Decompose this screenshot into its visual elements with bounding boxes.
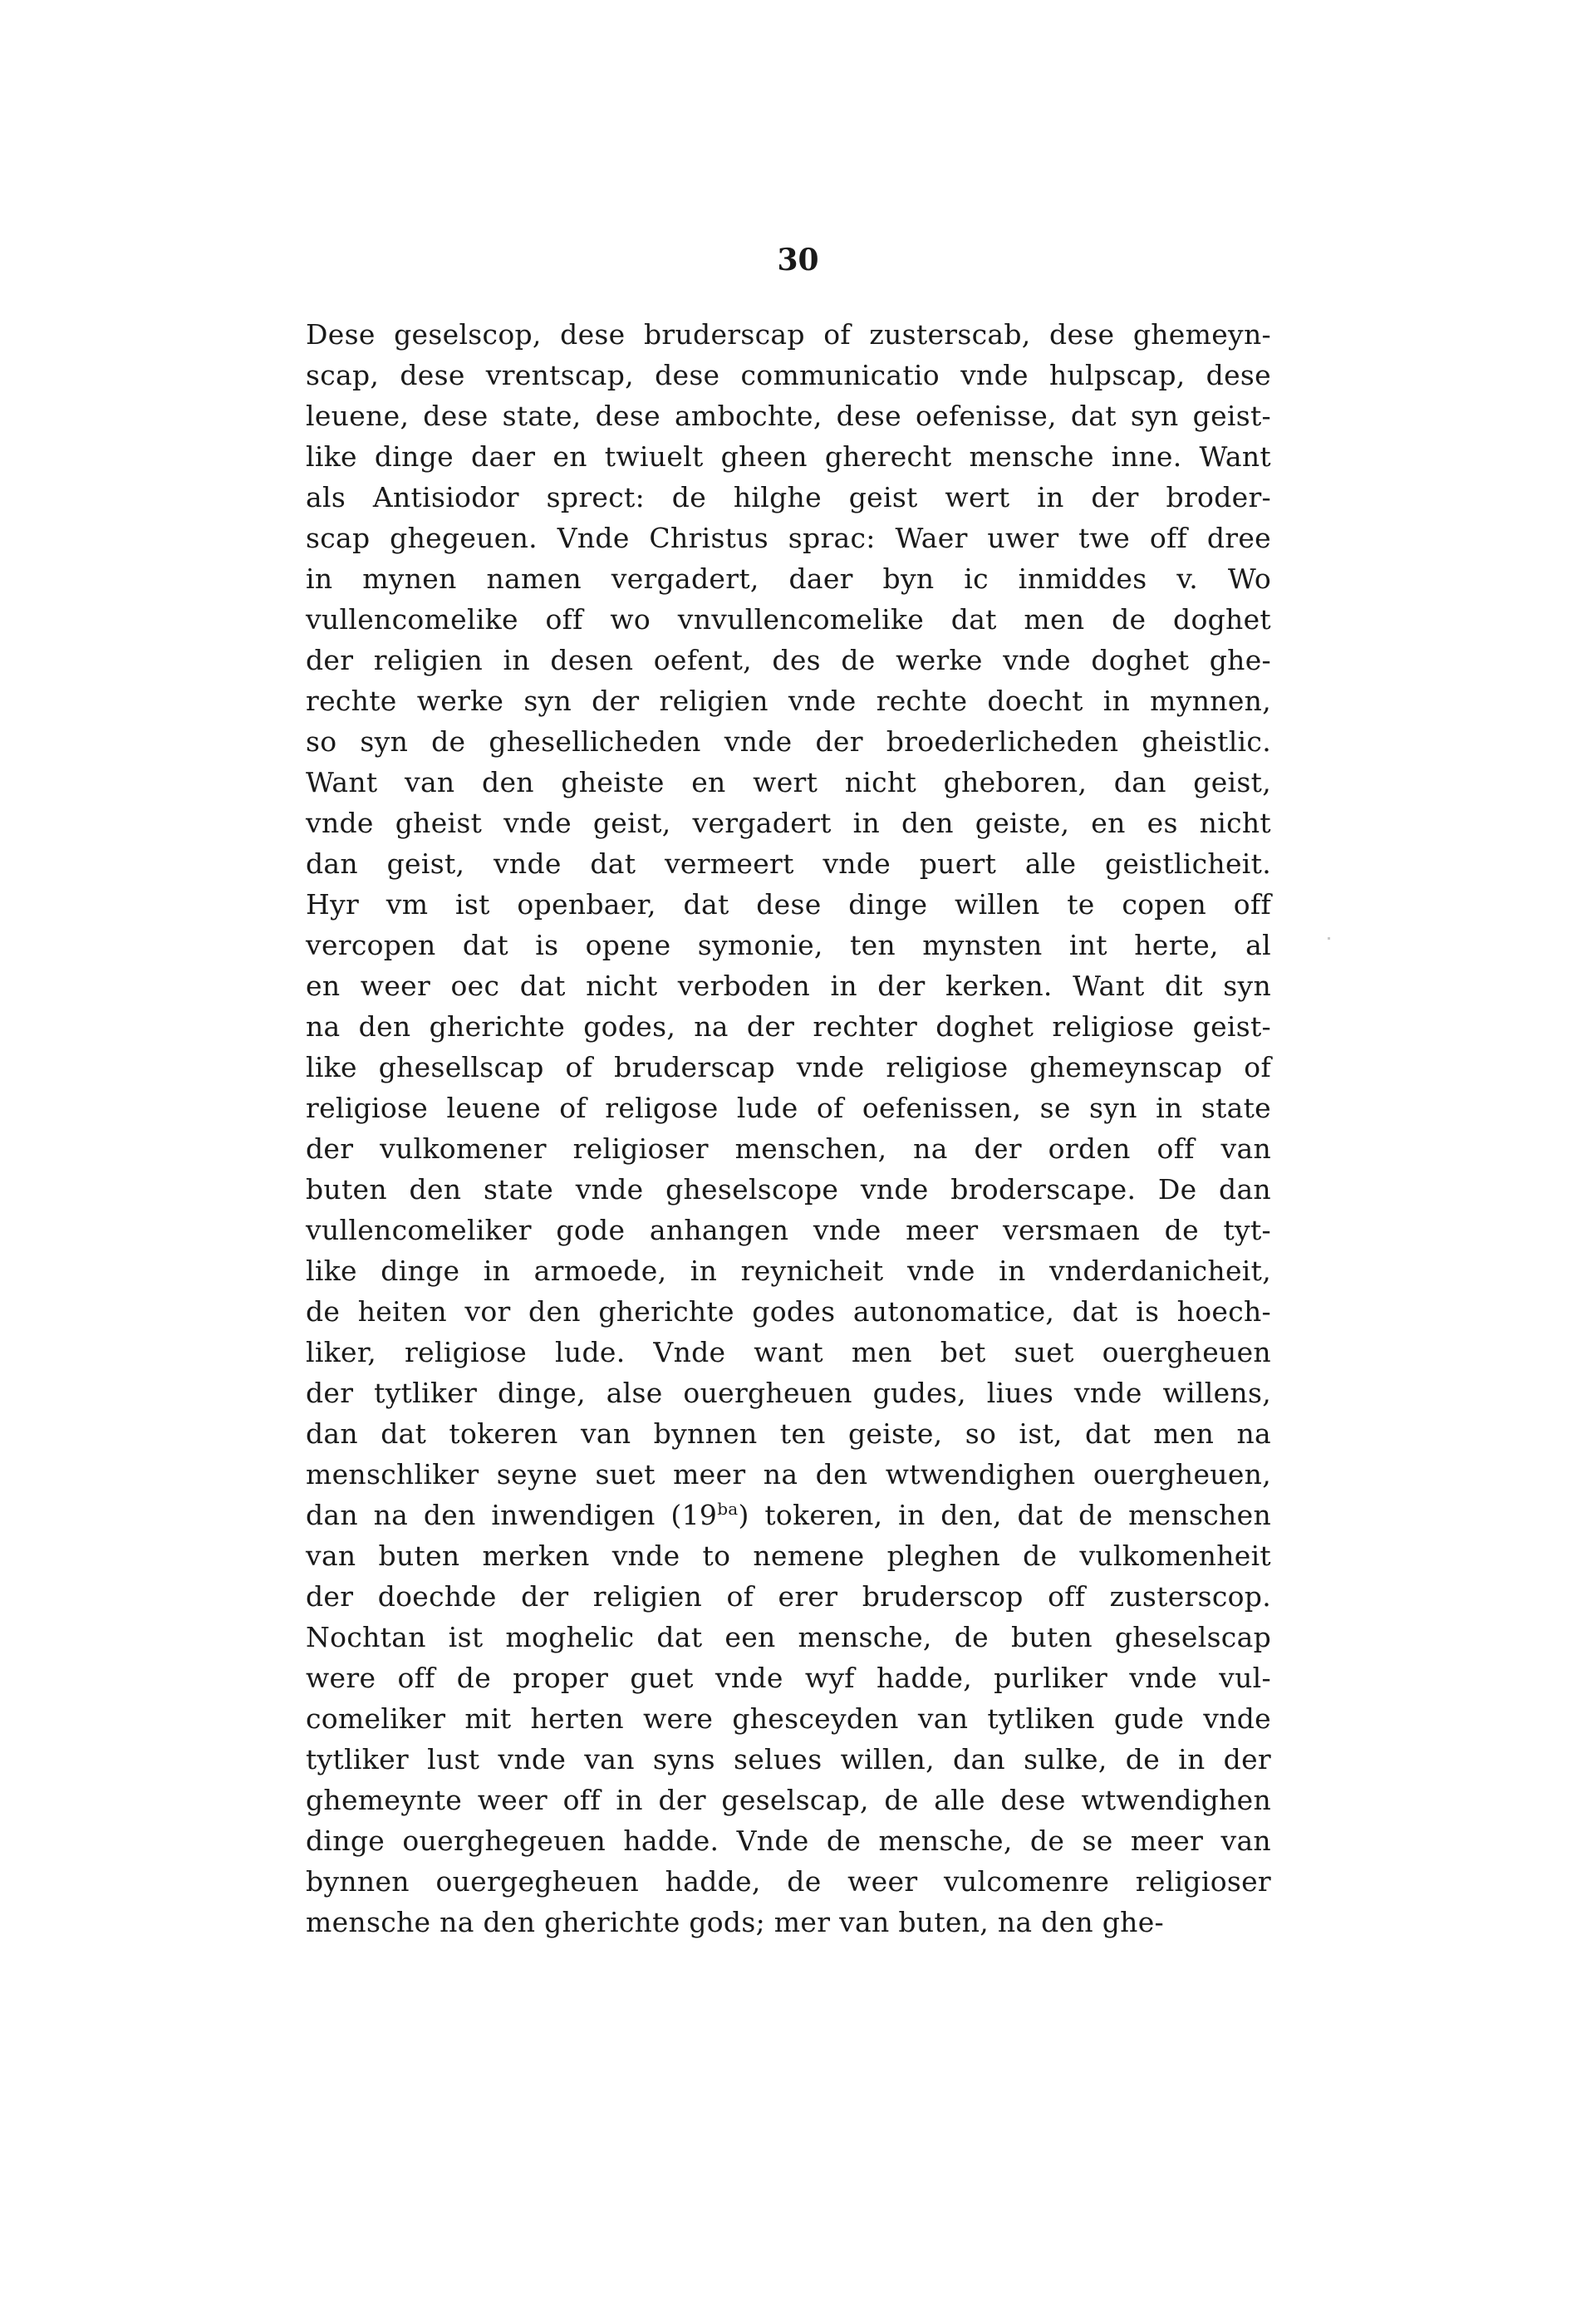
text-line: van buten merken vnde to nemene pleghen de vulkomenheit xyxy=(306,1540,1271,1572)
body-text xyxy=(306,314,1271,1942)
text-line: vnde gheist vnde geist, vergadert in den geiste, en es nicht xyxy=(306,807,1271,839)
text-line: Hyr vm ist openbaer, dat dese dinge willen te copen off xyxy=(306,888,1271,921)
text-line: der vulkomener religioser menschen, na der orden off van xyxy=(306,1132,1271,1165)
text-line: tytliker lust vnde van syns selues willen, dan sulke, de in der xyxy=(306,1743,1271,1775)
text-line: dinge ouerghegeuen hadde. Vnde de mensche, de se meer van xyxy=(306,1825,1271,1857)
text-line: vullencomelike off wo vnvullencomelike dat men de doghet xyxy=(306,603,1271,636)
text-line: like dinge in armoede, in reynicheit vnde in vnderdanicheit, xyxy=(306,1255,1271,1287)
text-line: rechte werke syn der religien vnde rechte doecht in mynnen, xyxy=(306,685,1271,717)
text-line: were off de proper guet vnde wyf hadde, purliker vnde vul- xyxy=(306,1662,1271,1694)
text-line: liker, religiose lude. Vnde want men bet suet ouergheuen xyxy=(306,1336,1271,1368)
text-line: scap, dese vrentscap, dese communicatio vnde hulpscap, dese xyxy=(306,359,1271,391)
text-line: mensche na den gherichte gods; mer van buten, na den ghe- xyxy=(306,1906,1165,1938)
text-fragment: ) tokeren, in den, dat de menschen xyxy=(738,1499,1271,1531)
text-line: der doechde der religien of erer bruderscop off zusterscop. xyxy=(306,1580,1271,1613)
text-line: ghemeynte weer off in der geselscap, de alle dese wtwendighen xyxy=(306,1784,1271,1816)
text-line: leuene, dese state, dese ambochte, dese oefenisse, dat syn geist- xyxy=(306,400,1271,432)
text-line: Nochtan ist moghelic dat een mensche, de buten gheselscap xyxy=(306,1621,1271,1653)
text-line: comeliker mit herten were ghesceyden van tytliken gude vnde xyxy=(306,1702,1271,1735)
text-line: als Antisiodor sprect: de hilghe geist wert in der broder- xyxy=(306,481,1271,513)
text-line: in mynen namen vergadert, daer byn ic inmiddes v. Wo xyxy=(306,562,1271,595)
text-line: like ghesellscap of bruderscap vnde religiose ghemeynscap of xyxy=(306,1051,1271,1083)
text-line: dan geist, vnde dat vermeert vnde puert alle geistlicheit. xyxy=(306,847,1271,880)
text-line: vercopen dat is opene symonie, ten mynsten int herte, al xyxy=(306,929,1271,961)
text-line: en weer oec dat nicht verboden in der kerken. Want dit syn xyxy=(306,970,1271,1002)
text-line: religiose leuene of religose lude of oefenissen, se syn in state xyxy=(306,1092,1271,1124)
text-line: like dinge daer en twiuelt gheen gherecht mensche inne. Want xyxy=(306,440,1271,473)
folio-superscript: ba xyxy=(717,1499,739,1519)
text-fragment: dan na den inwendigen (19 xyxy=(306,1499,718,1531)
text-line: der religien in desen oefent, des de werke vnde doghet ghe- xyxy=(306,644,1271,676)
text-line: buten den state vnde gheselscope vnde broderscape. De dan xyxy=(306,1173,1271,1206)
text-line: dan dat tokeren van bynnen ten geiste, so ist, dat men na xyxy=(306,1417,1271,1450)
margin-mark xyxy=(1328,937,1330,940)
text-line: Dese geselscop, dese bruderscap of zusterscab, dese ghemeyn- xyxy=(306,318,1271,351)
text-line: menschliker seyne suet meer na den wtwendighen ouergheuen, xyxy=(306,1458,1271,1491)
text-line: na den gherichte godes, na der rechter doghet religiose geist- xyxy=(306,1010,1271,1043)
page-number: 30 xyxy=(777,243,819,277)
text-line: vullencomeliker gode anhangen vnde meer versmaen de tyt- xyxy=(306,1214,1271,1246)
text-line: scap ghegeuen. Vnde Christus sprac: Waer uwer twe off dree xyxy=(306,522,1271,554)
text-line: bynnen ouergegheuen hadde, de weer vulcomenre religioser xyxy=(306,1865,1271,1898)
text-line: Want van den gheiste en wert nicht gheboren, dan geist, xyxy=(306,766,1271,798)
text-line: der tytliker dinge, alse ouergheuen gudes, liues vnde willens, xyxy=(306,1377,1271,1409)
text-line-with-folio xyxy=(306,1495,1271,1535)
text-line: so syn de ghesellicheden vnde der broederlicheden gheistlic. xyxy=(306,725,1271,758)
text-line: de heiten vor den gherichte godes autonomatice, dat is hoech- xyxy=(306,1295,1271,1328)
